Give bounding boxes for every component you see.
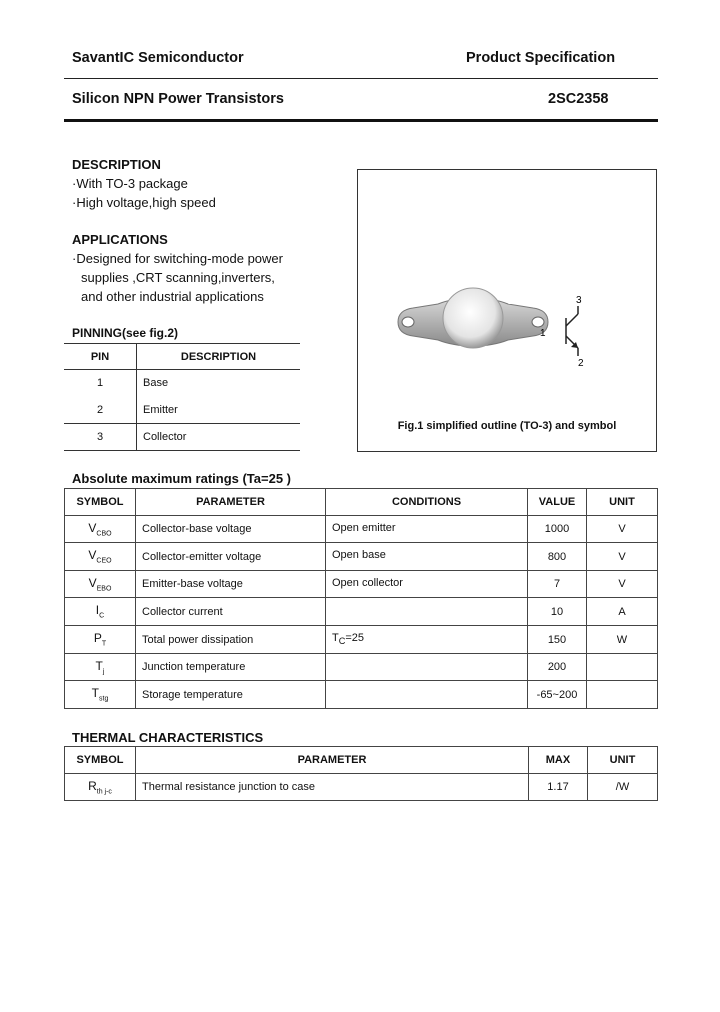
unit-cell: V xyxy=(587,543,658,571)
symbol-pin-label: 1 xyxy=(540,328,546,339)
symbol-cell: $P_T$ xyxy=(65,626,136,654)
symbol-cell: $V_{EBO}$ xyxy=(65,571,136,598)
figure-caption: Fig.1 simplified outline (TO-3) and symbol xyxy=(397,420,617,432)
parameter-cell: Collector-emitter voltage xyxy=(136,543,326,571)
pinning-row xyxy=(64,370,300,397)
ratings-title: Absolute maximum ratings (Ta=25 ) xyxy=(72,471,292,486)
symbol-cell: $T_{stg}$ xyxy=(65,681,136,709)
pinning-row xyxy=(64,397,300,424)
conditions-cell: Open collector xyxy=(326,571,528,598)
company-name: SavantIC Semiconductor xyxy=(72,50,244,66)
parameter-cell: Junction temperature xyxy=(136,654,326,681)
pin-description: Base xyxy=(143,377,169,390)
value-cell: 10 xyxy=(528,598,587,626)
applications-line: and other industrial applications xyxy=(81,289,264,304)
conditions-header: CONDITIONS xyxy=(326,489,528,516)
applications-line: supplies ,CRT scanning,inverters, xyxy=(81,270,275,285)
conditions-cell xyxy=(326,654,528,681)
value-cell: 800 xyxy=(528,543,587,571)
pin-number: 2 xyxy=(64,397,137,424)
pinning-header-row xyxy=(64,344,300,370)
pin-description: Emitter xyxy=(143,403,178,416)
parameter-header: PARAMETER xyxy=(136,489,326,516)
symbol-pin-label: 3 xyxy=(576,295,582,306)
thermal-table xyxy=(64,746,658,801)
applications-line: ·Designed for switching-mode power xyxy=(72,251,283,266)
unit-header: UNIT xyxy=(587,489,658,516)
header-rule xyxy=(64,78,658,79)
description-title: DESCRIPTION xyxy=(72,157,161,172)
conditions-cell xyxy=(326,598,528,626)
pinning-table xyxy=(64,343,300,451)
conditions-cell: Open base xyxy=(326,543,528,571)
applications-title: APPLICATIONS xyxy=(72,232,168,247)
ratings-row xyxy=(65,681,658,709)
value-cell: 7 xyxy=(528,571,587,598)
title-rule xyxy=(64,119,658,122)
pin-number: 1 xyxy=(64,370,137,397)
ratings-row xyxy=(65,571,658,598)
unit-cell xyxy=(587,654,658,681)
unit-cell xyxy=(587,681,658,709)
unit-cell: V xyxy=(587,516,658,543)
parameter-cell: Storage temperature xyxy=(136,681,326,709)
ratings-row xyxy=(65,516,658,543)
unit-cell: A xyxy=(587,598,658,626)
value-cell: 1000 xyxy=(528,516,587,543)
conditions-cell xyxy=(326,681,528,709)
figure-box xyxy=(357,169,657,452)
parameter-cell: Collector-base voltage xyxy=(136,516,326,543)
part-number: 2SC2358 xyxy=(548,91,609,107)
thermal-row xyxy=(65,774,658,801)
symbol-cell: $T_j$ xyxy=(65,654,136,681)
pinning-title: PINNING(see fig.2) xyxy=(72,326,179,340)
ratings-header-row xyxy=(65,489,658,516)
parameter-header: PARAMETER xyxy=(136,747,529,774)
description-item: ·With TO-3 package xyxy=(72,176,188,191)
pin-description-header: DESCRIPTION xyxy=(180,350,257,363)
symbol-header: SYMBOL xyxy=(65,747,136,774)
pin-description: Collector xyxy=(143,431,187,443)
symbol-cell: $V_{CEO}$ xyxy=(65,543,136,571)
to3-package-icon xyxy=(398,288,548,348)
conditions-cell: $T_C=25$ xyxy=(326,626,528,654)
value-cell: -65~200 xyxy=(528,681,587,709)
to3-outline-and-symbol xyxy=(358,170,656,451)
unit-cell: V xyxy=(587,571,658,598)
conditions-cell: Open emitter xyxy=(326,516,528,543)
symbol-cell: $I_C$ xyxy=(65,598,136,626)
doc-type: Product Specification xyxy=(466,50,616,66)
npn-symbol-icon xyxy=(566,306,578,356)
symbol-header: SYMBOL xyxy=(65,489,136,516)
product-line: Silicon NPN Power Transistors xyxy=(72,91,284,107)
symbol-cell: $V_{CBO}$ xyxy=(65,516,136,543)
parameter-cell: Emitter-base voltage xyxy=(136,571,326,598)
symbol-cell: $R_{th j-c}$ xyxy=(65,774,136,801)
unit-cell: W xyxy=(587,626,658,654)
pin-number: 3 xyxy=(64,424,137,451)
value-cell: 200 xyxy=(528,654,587,681)
thermal-title: THERMAL CHARACTERISTICS xyxy=(72,730,264,745)
symbol-pin-label: 2 xyxy=(578,358,584,369)
ratings-row xyxy=(65,626,658,654)
ratings-row xyxy=(65,654,658,681)
description-item: ·High voltage,high speed xyxy=(72,195,216,210)
ratings-table xyxy=(64,488,658,709)
pinning-row xyxy=(64,424,300,451)
thermal-header-row xyxy=(65,747,658,774)
unit-cell: /W xyxy=(588,774,658,801)
parameter-cell: Total power dissipation xyxy=(136,626,326,654)
ratings-row xyxy=(65,598,658,626)
max-cell: 1.17 xyxy=(529,774,588,801)
value-header: VALUE xyxy=(528,489,587,516)
pin-header: PIN xyxy=(64,344,137,370)
ratings-row xyxy=(65,543,658,571)
value-cell: 150 xyxy=(528,626,587,654)
unit-header: UNIT xyxy=(588,747,658,774)
parameter-cell: Collector current xyxy=(136,598,326,626)
max-header: MAX xyxy=(529,747,588,774)
parameter-cell: Thermal resistance junction to case xyxy=(136,774,529,801)
